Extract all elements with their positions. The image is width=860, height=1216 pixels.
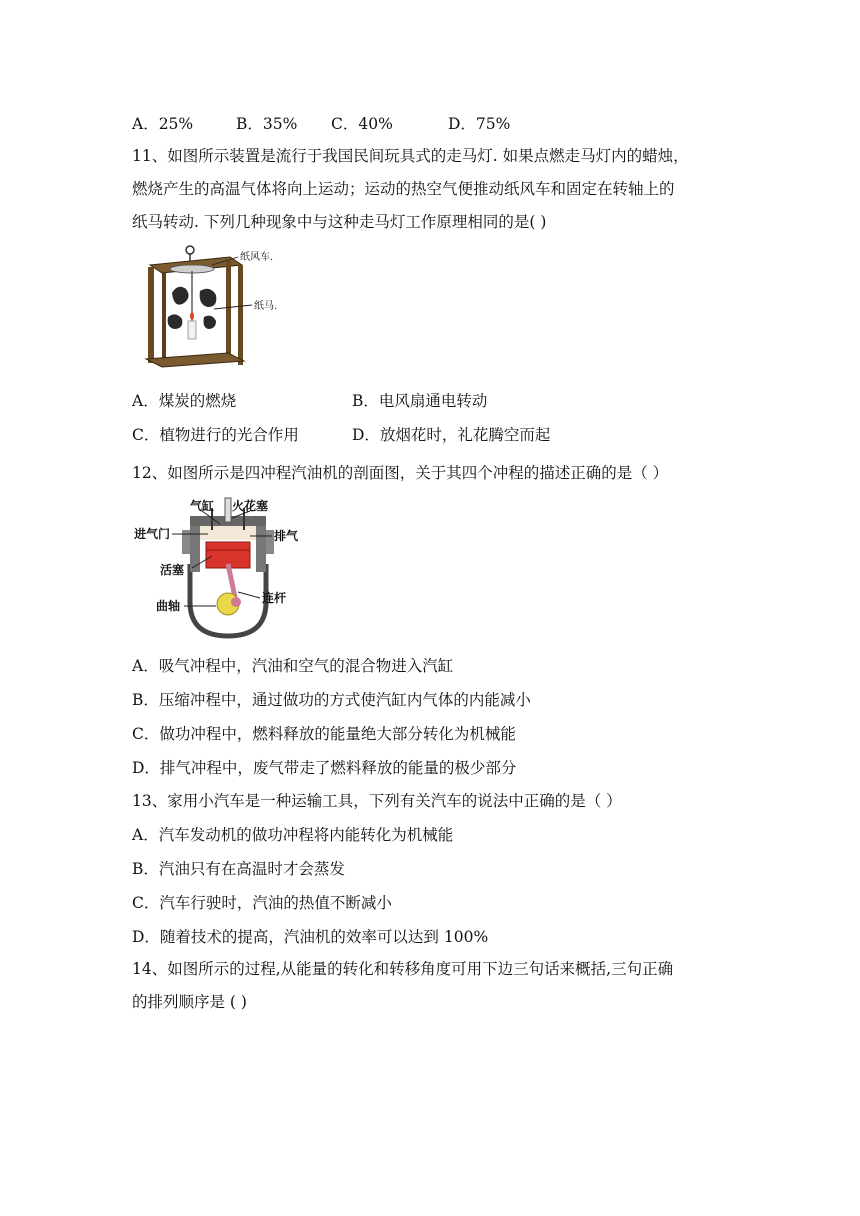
lantern-figure	[132, 243, 292, 373]
engine-label-piston: 活塞	[160, 563, 185, 577]
engine-label-exhaust: 排气	[274, 529, 299, 543]
q12-stem: 12、如图所示是四冲程汽油机的剖面图，关于其四个冲程的描述正确的是（ ）	[132, 464, 669, 482]
lantern-label-horse: 纸马.	[254, 301, 278, 312]
q11-stem-line-3: 纸马转动. 下列几种现象中与这种走马灯工作原理相同的是( )	[132, 213, 547, 231]
q12-option-b: B．压缩冲程中，通过做功的方式使汽缸内气体的内能减小	[132, 691, 531, 709]
q12-option-a: A．吸气冲程中，汽油和空气的混合物进入汽缸	[132, 657, 454, 675]
q10-option-c: C．40%	[331, 115, 393, 133]
q11-option-c: C．植物进行的光合作用	[132, 426, 299, 444]
q10-option-d: D．75%	[448, 115, 511, 133]
q11-option-d: D．放烟花时，礼花腾空而起	[352, 426, 551, 444]
q13-stem: 13、家用小汽车是一种运输工具，下列有关汽车的说法中正确的是（ ）	[132, 792, 622, 810]
q13-option-d: D．随着技术的提高，汽油机的效率可以达到 100%	[132, 928, 489, 946]
q13-option-a: A．汽车发动机的做功冲程将内能转化为机械能	[132, 826, 454, 844]
engine-label-crankshaft: 曲轴	[156, 599, 181, 613]
q13-option-b: B．汽油只有在高温时才会蒸发	[132, 860, 345, 878]
engine-figure	[132, 494, 322, 642]
q11-option-b: B．电风扇通电转动	[352, 392, 488, 410]
q10-option-b: B．35%	[236, 115, 298, 133]
q12-option-d: D．排气冲程中，废气带走了燃料释放的能量的极少部分	[132, 759, 517, 777]
lantern-label-windmill: 纸风车.	[240, 252, 274, 263]
q13-option-c: C．汽车行驶时，汽油的热值不断减小	[132, 894, 392, 912]
q11-stem-line-1: 11、如图所示装置是流行于我国民间玩具式的走马灯. 如果点燃走马灯内的蜡烛，	[132, 147, 689, 165]
engine-label-cylinder: 气缸	[190, 499, 215, 513]
q11-option-a: A．煤炭的燃烧	[132, 392, 237, 410]
q12-option-c: C．做功冲程中，燃料释放的能量绝大部分转化为机械能	[132, 725, 516, 743]
q10-option-a: A．25%	[132, 115, 194, 133]
engine-label-spark-plug: 火花塞	[232, 499, 269, 513]
q11-stem-line-2: 燃烧产生的高温气体将向上运动；运动的热空气便推动纸风车和固定在转轴上的	[132, 180, 675, 198]
q14-stem-line-1: 14、如图所示的过程,从能量的转化和转移角度可用下边三句话来概括,三句正确	[132, 960, 674, 978]
q14-stem-line-2: 的排列顺序是 ( )	[132, 993, 247, 1011]
engine-label-connecting-rod: 连杆	[262, 591, 287, 605]
engine-label-intake-valve: 进气门	[134, 527, 171, 541]
